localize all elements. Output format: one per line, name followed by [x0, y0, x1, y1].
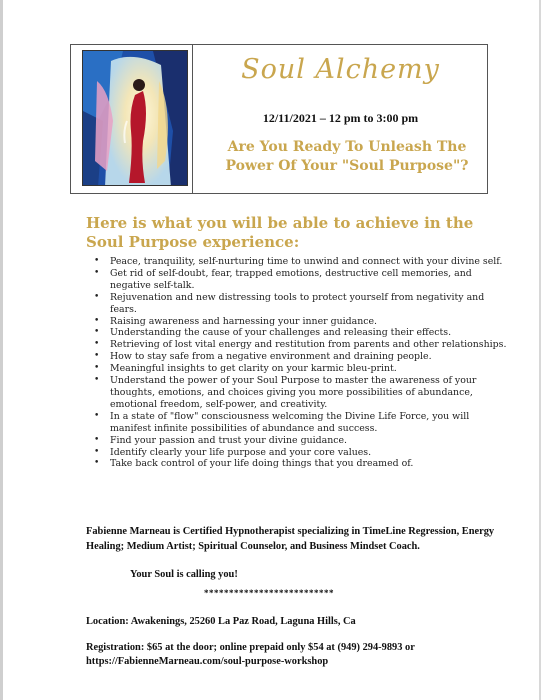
list-item-text: Identify clearly your life purpose and your core values. [110, 446, 372, 458]
event-title: Soul Alchemy [241, 54, 440, 85]
bullet-icon: • [94, 363, 100, 374]
list-item-text: Meaningful insights to get clarity on your karmic bleu-print. [110, 363, 397, 375]
list-item-text: Get rid of self-doubt, fear, trapped emotions, destructive cell memories, and negative self-talk. [110, 267, 472, 291]
list-item [88, 268, 508, 292]
list-item [88, 435, 508, 447]
benefits-list [88, 256, 508, 470]
list-item [88, 339, 508, 351]
registration-line: Registration: $65 at the door; online prepaid only $54 at (949) 294-9893 or [86, 642, 415, 653]
bullet-icon: • [94, 291, 100, 302]
list-item [88, 351, 508, 363]
bullet-icon: • [94, 446, 100, 457]
list-item-text: Take back control of your life doing things that you dreamed of. [110, 458, 414, 470]
list-item [88, 375, 508, 411]
list-item-text: Retrieving of lost vital energy and restitution from parents and other relationships. [110, 339, 507, 351]
list-item-text: Find your passion and trust your divine guidance. [110, 434, 348, 446]
list-item-text: Peace, tranquility, self-nurturing time to unwind and connect with your divine self. [110, 256, 503, 267]
bullet-icon: • [94, 256, 100, 266]
event-location: Location: Awakenings, 25260 La Paz Road, Laguna Hills, Ca [86, 616, 356, 627]
registration-info [86, 641, 506, 669]
bullet-icon: • [94, 434, 100, 445]
list-item-text: Raising awareness and harnessing your inner guidance. [110, 315, 378, 327]
section-heading-line: Here is what you will be able to achieve in the [86, 214, 474, 232]
headline-line: Are You Ready To Unleash The [227, 139, 467, 155]
list-item [88, 316, 508, 328]
list-item-text: Rejuvenation and new distressing tools to protect yourself from negativity and fears. [110, 291, 485, 315]
bullet-icon: • [94, 339, 100, 350]
list-item-text: Understanding the cause of your challenges and releasing their effects. [110, 327, 452, 339]
section-heading [86, 214, 506, 252]
painting-image [82, 50, 188, 186]
stars-divider: ************************** [204, 588, 334, 598]
bullet-icon: • [94, 458, 100, 469]
calling-text: Your Soul is calling you! [130, 569, 238, 580]
list-item-text: How to stay safe from a negative environment and draining people. [110, 351, 432, 363]
headline-line: Power Of Your "Soul Purpose"? [225, 158, 469, 174]
presenter-bio: Fabienne Marneau is Certified Hypnotherapist specializing in TimeLine Regression, Energy Healing; Medium Artist; Spiritual Counselor, and Business Mindset Coach. [86, 526, 495, 552]
list-item [88, 447, 508, 459]
bullet-icon: • [94, 267, 100, 278]
list-item [88, 256, 508, 268]
bullet-icon: • [94, 410, 100, 421]
list-item [88, 458, 508, 470]
scan-edge [0, 0, 3, 700]
bullet-icon: • [94, 351, 100, 362]
event-headline [212, 138, 482, 176]
bullet-icon: • [94, 327, 100, 338]
list-item [88, 327, 508, 339]
list-item [88, 411, 508, 435]
event-date-time: 12/11/2021 – 12 pm to 3:00 pm [262, 111, 419, 125]
list-item [88, 363, 508, 375]
bullet-icon: • [94, 315, 100, 326]
list-item-text: In a state of "flow" consciousness welcoming the Divine Life Force, you will manifest infinite possibilities of abundance and success. [110, 410, 470, 434]
section-heading-line: Soul Purpose experience: [86, 233, 300, 251]
list-item [88, 292, 508, 316]
registration-link[interactable]: https://FabienneMarneau.com/soul-purpose-workshop [86, 656, 329, 667]
list-item-text: Understand the power of your Soul Purpose to master the awareness of your thoughts, emotions, and choices giving you more possibilities of abundance, emotional freedom, self-power, and creativity. [110, 375, 477, 410]
bullet-icon: • [94, 375, 100, 386]
